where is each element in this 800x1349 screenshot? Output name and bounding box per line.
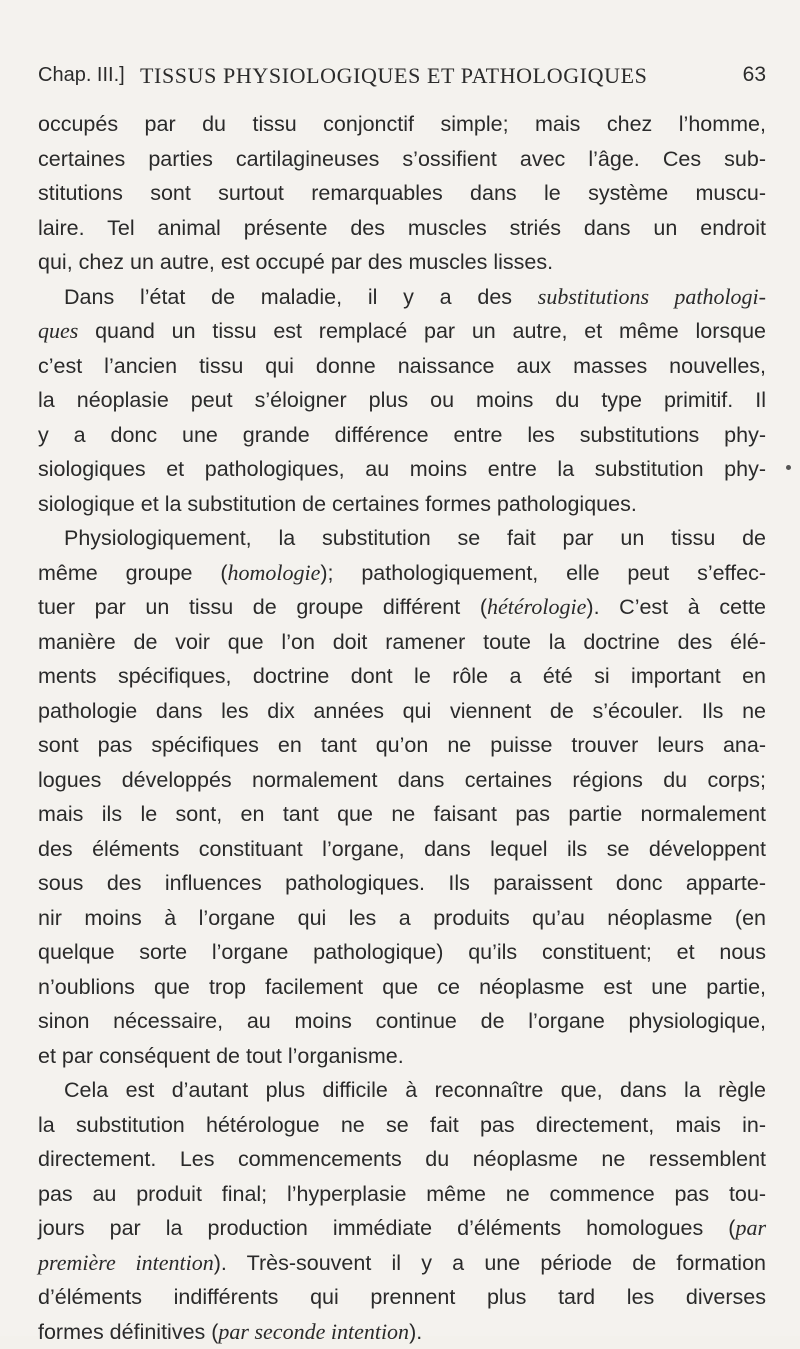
italic-text: ques <box>38 318 78 343</box>
text-line <box>38 832 766 867</box>
text-segment: tuer par un tissu de groupe différent ( <box>38 595 487 619</box>
text-line <box>38 1177 766 1212</box>
text-line <box>38 901 766 936</box>
text-line <box>38 866 766 901</box>
text-line <box>38 418 766 453</box>
text-line <box>38 245 766 280</box>
text-segment: pathologie dans les dix années qui viennent de s’écouler. Ils ne <box>38 699 766 723</box>
text-line <box>38 280 766 315</box>
text-segment: logues développés normalement dans certaines régions du corps; <box>38 768 766 792</box>
text-segment: c’est l’ancien tissu qui donne naissance aux masses nouvelles, <box>38 354 766 378</box>
text-line <box>38 1039 766 1074</box>
running-header <box>38 62 766 96</box>
margin-dot <box>786 465 791 470</box>
text-segment: n’oublions que trop facilement que ce néoplasme est une partie, <box>38 975 766 999</box>
text-segment: Cela est d’autant plus difficile à reconnaître que, dans la règle <box>64 1078 766 1102</box>
text-line <box>38 1108 766 1143</box>
text-line <box>38 1280 766 1315</box>
text-line <box>38 797 766 832</box>
text-line <box>38 1142 766 1177</box>
text-line <box>38 694 766 729</box>
text-line <box>38 1211 766 1246</box>
text-line <box>38 625 766 660</box>
text-segment: laire. Tel animal présente des muscles striés dans un endroit <box>38 216 766 240</box>
text-line <box>38 176 766 211</box>
text-segment: qui, chez un autre, est occupé par des muscles lisses. <box>38 250 553 274</box>
text-line <box>38 383 766 418</box>
text-segment: ments spécifiques, doctrine dont le rôle a été si important en <box>38 664 766 688</box>
text-segment: quand un tissu est remplacé par un autre, et même lorsque <box>78 319 766 343</box>
italic-text: substitutions pathologi- <box>538 284 766 309</box>
text-segment: des éléments constituant l’organe, dans lequel ils se développent <box>38 837 766 861</box>
text-line <box>38 1004 766 1039</box>
text-line <box>38 590 766 625</box>
text-segment: certaines parties cartilagineuses s’ossifient avec l’âge. Ces sub- <box>38 147 766 171</box>
text-segment: mais ils le sont, en tant que ne faisant pas partie normalement <box>38 802 766 826</box>
text-segment: manière de voir que l’on doit ramener toute la doctrine des élé- <box>38 630 766 654</box>
text-segment: la néoplasie peut s’éloigner plus ou moins du type primitif. Il <box>38 388 766 412</box>
text-segment: sous des influences pathologiques. Ils paraissent donc apparte- <box>38 871 766 895</box>
text-line <box>38 556 766 591</box>
text-segment: directement. Les commencements du néoplasme ne ressemblent <box>38 1147 766 1171</box>
text-segment: nir moins à l’organe qui les a produits qu’au néoplasme (en <box>38 906 766 930</box>
text-segment: Physiologiquement, la substitution se fait par un tissu de <box>64 526 766 550</box>
text-line <box>38 970 766 1005</box>
body-text <box>38 107 766 1349</box>
text-segment: stitutions sont surtout remarquables dans le système muscu- <box>38 181 766 205</box>
text-line <box>38 763 766 798</box>
text-segment: siologique et la substitution de certaines formes pathologiques. <box>38 492 637 516</box>
italic-text: hétérologie <box>487 594 586 619</box>
text-segment: sont pas spécifiques en tant qu’on ne puisse trouver leurs ana- <box>38 733 766 757</box>
text-segment: occupés par du tissu conjonctif simple; mais chez l’homme, <box>38 112 766 136</box>
chapter-label: Chap. III.] <box>38 64 125 87</box>
text-segment: ); pathologiquement, elle peut s’effec- <box>320 561 766 585</box>
text-line <box>38 1246 766 1281</box>
text-line <box>38 452 766 487</box>
text-segment: même groupe ( <box>38 561 228 585</box>
page-number: 63 <box>743 63 766 87</box>
text-segment: quelque sorte l’organe pathologique) qu’ils constituent; et nous <box>38 940 766 964</box>
text-segment: siologiques et pathologiques, au moins entre la substitution phy- <box>38 457 766 481</box>
text-segment: ). <box>409 1320 422 1344</box>
text-segment: ). C’est à cette <box>586 595 766 619</box>
text-segment: formes définitives ( <box>38 1320 218 1344</box>
text-segment: y a donc une grande différence entre les substitutions phy- <box>38 423 766 447</box>
running-title: TISSUS PHYSIOLOGIQUES ET PATHOLOGIQUES <box>140 63 647 89</box>
text-segment: pas au produit final; l’hyperplasie même ne commence pas tou- <box>38 1182 766 1206</box>
text-line <box>38 487 766 522</box>
italic-text: par <box>735 1215 766 1240</box>
italic-text: première intention <box>38 1250 214 1275</box>
text-segment: Dans l’état de maladie, il y a des <box>64 285 538 309</box>
text-segment: sinon nécessaire, au moins continue de l’organe physiologique, <box>38 1009 766 1033</box>
text-line <box>38 659 766 694</box>
italic-text: par seconde intention <box>218 1319 409 1344</box>
text-line <box>38 211 766 246</box>
text-segment: jours par la production immédiate d’éléments homologues ( <box>38 1216 735 1240</box>
text-line <box>38 107 766 142</box>
text-segment: ). Très-souvent il y a une période de formation <box>214 1251 766 1275</box>
text-segment: et par conséquent de tout l’organisme. <box>38 1044 404 1068</box>
text-line <box>38 728 766 763</box>
text-line <box>38 935 766 970</box>
text-line <box>38 142 766 177</box>
text-segment: la substitution hétérologue ne se fait pas directement, mais in- <box>38 1113 766 1137</box>
text-line <box>38 349 766 384</box>
text-line <box>38 1073 766 1108</box>
text-line <box>38 314 766 349</box>
text-segment: d’éléments indifférents qui prennent plus tard les diverses <box>38 1285 766 1309</box>
text-line <box>38 1315 766 1349</box>
text-line <box>38 521 766 556</box>
italic-text: homologie <box>228 560 321 585</box>
